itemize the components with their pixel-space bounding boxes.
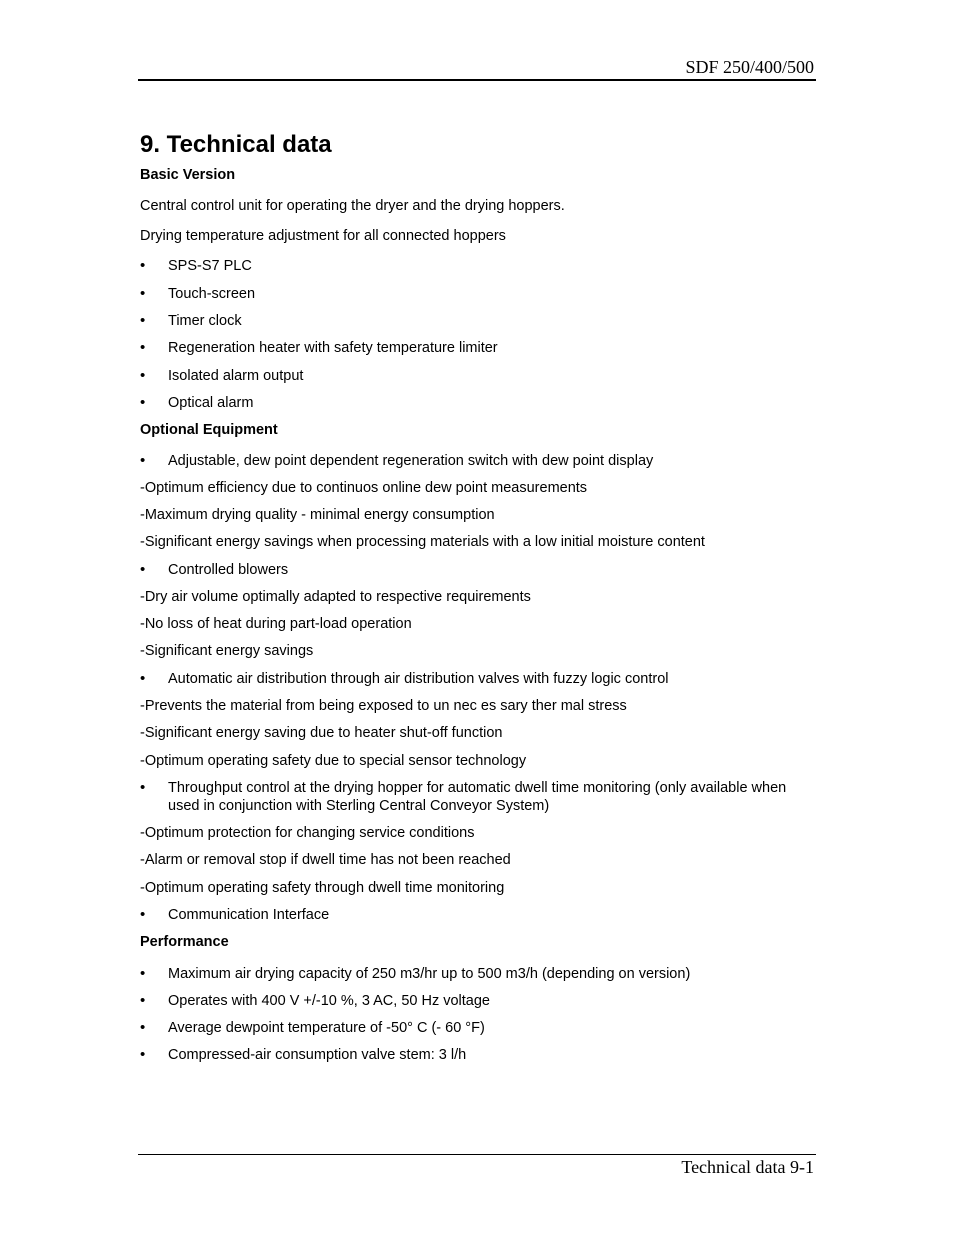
bullet-marker: • [140,367,146,384]
list-item: • SPS-S7 PLC [140,257,252,274]
list-item: • Automatic air distribution through air distribution valves with fuzzy logic control [140,670,669,687]
detail-line: -Alarm or removal stop if dwell time has not been reached [140,852,511,868]
list-item: • Operates with 400 V +/-10 %, 3 AC, 50 Hz voltage [140,992,490,1009]
detail-line: -Optimum operating safety due to special sensor technology [140,753,527,769]
bullet-marker: • [140,312,146,329]
bullet-marker: • [140,1046,146,1063]
bullet-marker: • [140,906,146,923]
list-item: • Throughput control at the drying hopper for automatic dwell time monitoring (only available when used in conjunction with Sterling Central Conveyor System) [140,779,787,814]
performance-heading: Performance [140,934,229,950]
bullet-marker: • [140,670,146,687]
optional-equipment-heading: Optional Equipment [140,422,278,438]
bullet-marker: • [140,339,146,356]
detail-line: -Optimum protection for changing service conditions [140,825,475,841]
detail-line: -No loss of heat during part-load operation [140,616,412,632]
header-divider [138,79,816,81]
bullet-marker: • [140,965,146,982]
detail-line: -Significant energy saving due to heater shut-off function [140,725,503,741]
list-item: • Touch-screen [140,285,256,302]
footer-divider [138,1154,816,1155]
page-title: 9. Technical data [140,131,332,158]
bullet-marker: • [140,452,146,469]
paragraph: Central control unit for operating the dryer and the drying hoppers. [140,198,565,214]
bullet-marker: • [140,1019,146,1036]
bullet-marker: • [140,561,146,578]
detail-line: -Prevents the material from being exposed to un nec es sary ther mal stress [140,698,627,714]
list-item: • Maximum air drying capacity of 250 m3/hr up to 500 m3/h (depending on version) [140,965,691,982]
bullet-marker: • [140,257,146,274]
document-id: SDF 250/400/500 [685,57,814,77]
detail-line: -Dry air volume optimally adapted to respective requirements [140,589,531,605]
list-item: • Controlled blowers [140,561,289,578]
list-item: • Optical alarm [140,394,254,411]
page-number: Technical data 9-1 [681,1157,814,1177]
bullet-marker: • [140,394,146,411]
detail-line: -Optimum efficiency due to continuos online dew point measurements [140,480,588,496]
detail-line: -Significant energy savings when processing materials with a low initial moisture content [140,534,705,550]
list-item: • Communication Interface [140,906,330,923]
list-item: • Isolated alarm output [140,367,304,384]
detail-line: -Significant energy savings [140,643,314,659]
paragraph: Drying temperature adjustment for all connected hoppers [140,228,506,244]
list-item: • Average dewpoint temperature of -50° C (- 60 °F) [140,1019,485,1036]
bullet-marker: • [140,779,146,796]
list-item: • Regeneration heater with safety temperature limiter [140,339,498,356]
list-item: • Timer clock [140,312,242,329]
list-item: • Compressed-air consumption valve stem: 3 l/h [140,1046,467,1063]
list-item: • Adjustable, dew point dependent regeneration switch with dew point display [140,452,654,469]
page-content [140,130,816,1064]
detail-line: -Optimum operating safety through dwell time monitoring [140,880,505,896]
bullet-marker: • [140,285,146,302]
basic-version-heading: Basic Version [140,167,236,183]
bullet-marker: • [140,992,146,1009]
detail-line: -Maximum drying quality - minimal energy consumption [140,507,495,523]
